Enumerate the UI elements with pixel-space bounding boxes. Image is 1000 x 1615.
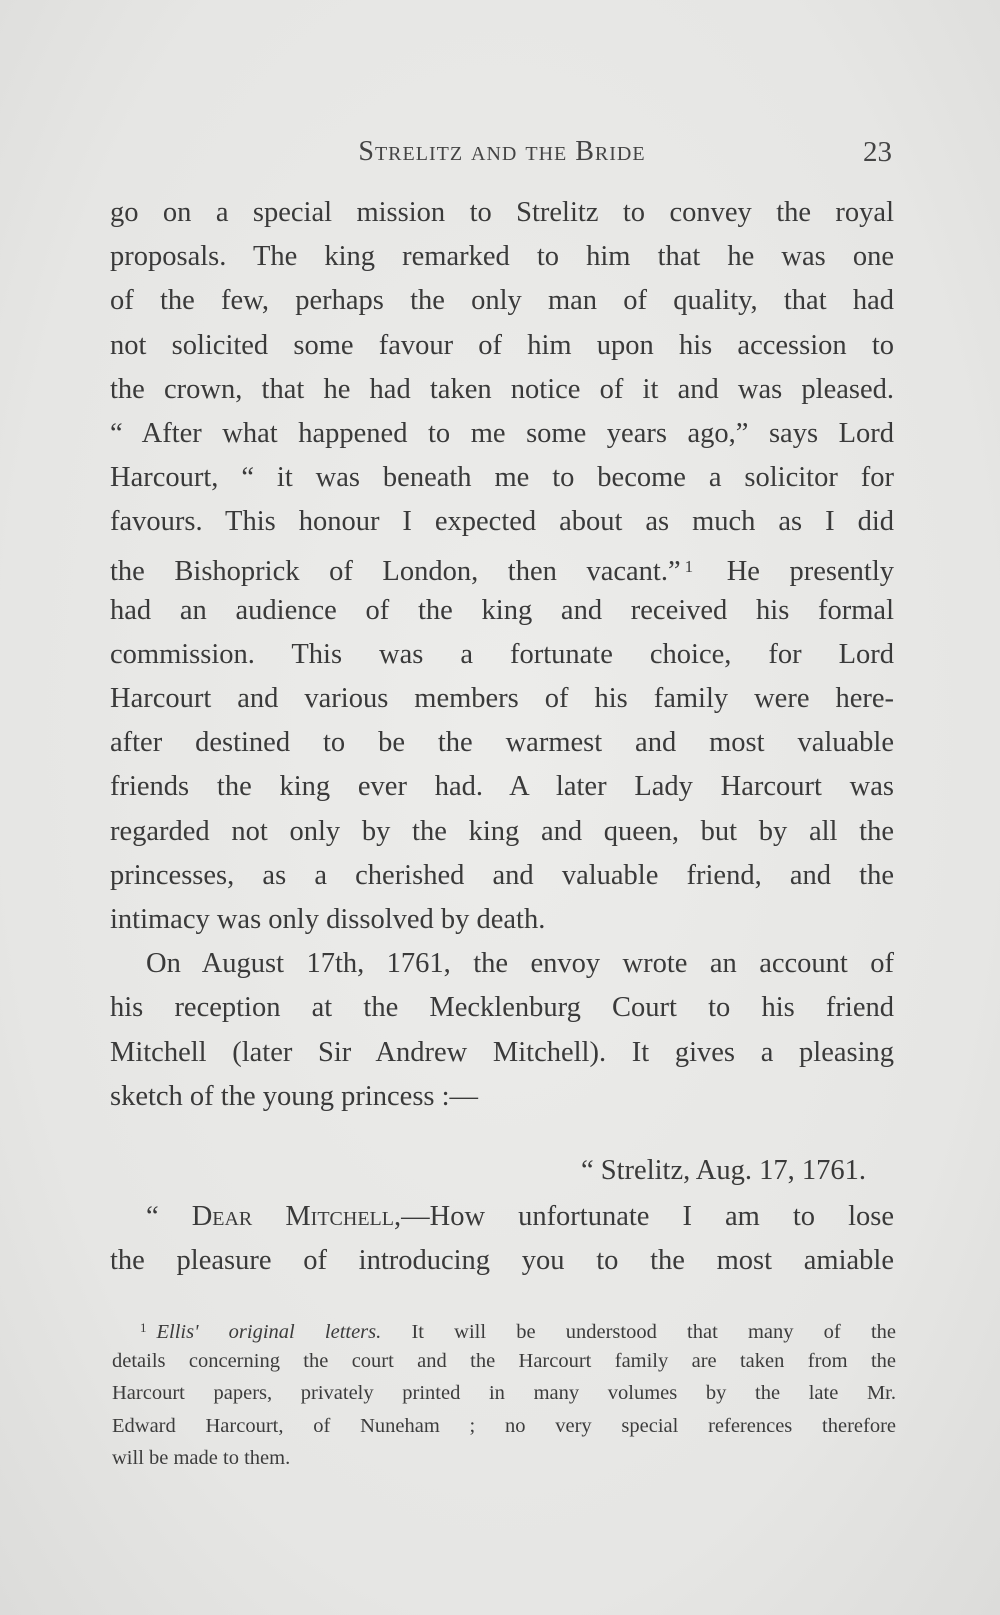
text-line: “ After what happened to me some years ago,” says Lord	[110, 417, 894, 449]
footnote	[112, 1312, 896, 1475]
text-line: friends the king ever had. A later Lady Harcourt was	[110, 771, 894, 803]
footnote-line: details concerning the court and the Harcourt family are taken from the	[112, 1349, 896, 1372]
page-number: 23	[863, 136, 892, 168]
footnote-line	[112, 1312, 896, 1345]
spacer	[110, 1119, 894, 1147]
footnote-source-title: Ellis' original letters.	[156, 1321, 382, 1343]
running-title: Strelitz and the Bride	[358, 136, 646, 167]
text-line: the crown, that he had taken notice of it and was pleased.	[110, 373, 894, 405]
text-line: princesses, as a cherished and valuable friend, and the	[110, 859, 894, 891]
text-line: commission. This was a fortunate choice, for Lord	[110, 638, 894, 670]
text-fragment: the Bishoprick of London, then vacant.”	[110, 555, 681, 587]
running-head	[112, 136, 892, 176]
letter-opening-line	[110, 1195, 894, 1239]
footnote-reference: 1	[684, 556, 694, 576]
text-line-with-footnote-ref	[110, 545, 894, 589]
footnote-line: will be made to them.	[112, 1447, 291, 1470]
text-line: Harcourt, “ it was beneath me to become a solicitor for	[110, 462, 894, 494]
text-line: intimacy was only dissolved by death.	[110, 904, 546, 935]
footnote-line: Harcourt papers, privately printed in many volumes by the late Mr.	[112, 1382, 896, 1405]
text-line: after destined to be the warmest and most valuable	[110, 727, 894, 759]
text-line: Harcourt and various members of his family were here-	[110, 683, 894, 715]
text-line: had an audience of the king and received his formal	[110, 594, 894, 626]
text-line: Mitchell (later Sir Andrew Mitchell). It gives a pleasing	[110, 1036, 894, 1068]
text-line: favours. This honour I expected about as much as I did	[110, 506, 894, 538]
footnote-line: Edward Harcourt, of Nuneham ; no very special references therefore	[112, 1414, 896, 1437]
text-line: not solicited some favour of him upon his accession to	[110, 329, 894, 361]
letter-salutation: “ Dear Mitchell,	[146, 1200, 402, 1232]
text-line: of the few, perhaps the only man of quality, that had	[110, 285, 894, 317]
text-line: the pleasure of introducing you to the most amiable	[110, 1245, 894, 1277]
text-line: his reception at the Mecklenburg Court to his friend	[110, 992, 894, 1024]
text-fragment: He presently	[726, 555, 894, 587]
text-line: regarded not only by the king and queen, but by all the	[110, 815, 894, 847]
text-line: On August 17th, 1761, the envoy wrote an account of	[146, 948, 894, 980]
text-line: go on a special mission to Strelitz to convey the royal	[110, 197, 894, 228]
body-text	[110, 191, 894, 1283]
footnote-marker: 1	[140, 1320, 147, 1335]
text-fragment: —How unfortunate I am to lose	[401, 1200, 894, 1232]
text-line: sketch of the young princess :—	[110, 1080, 479, 1112]
text-line: proposals. The king remarked to him that he was one	[110, 241, 894, 273]
letter-dateline: “ Strelitz, Aug. 17, 1761.	[581, 1154, 866, 1186]
text-fragment: It will be understood that many of the	[381, 1321, 896, 1343]
